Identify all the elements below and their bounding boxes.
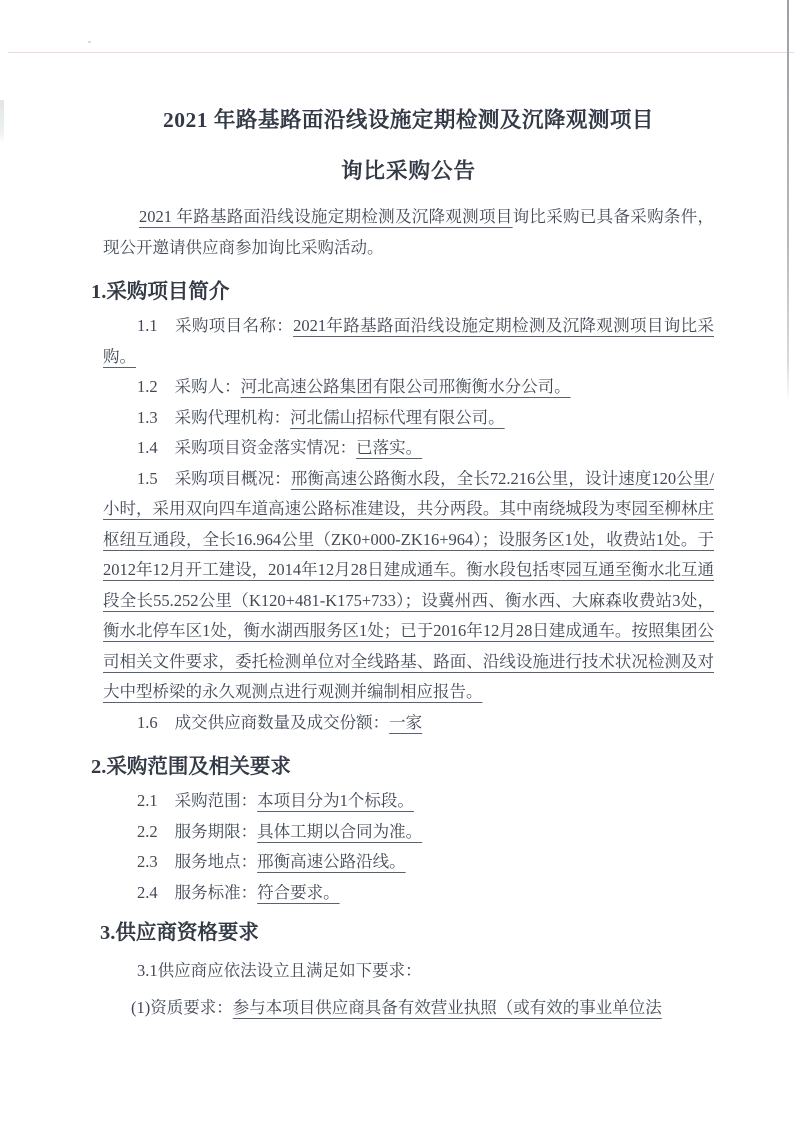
item-label: 采购范围： xyxy=(174,791,258,810)
item-2-1 xyxy=(103,786,714,817)
scan-artifact-pink-line xyxy=(8,52,794,53)
item-value: 河北高速公路集团有限公司邢衡衡水分公司。 xyxy=(240,377,571,396)
item-value: 2021年路基路面沿线设施定期检测及沉降观测项目询比采购。 xyxy=(103,316,715,366)
item-number: 1.6 xyxy=(137,712,158,732)
item-number: 1.2 xyxy=(137,377,158,396)
item-number: 3.1 xyxy=(137,961,158,980)
item-2-3 xyxy=(103,847,714,878)
scan-artifact-left-smudge xyxy=(0,100,4,144)
item-label: 采购项目名称： xyxy=(174,316,294,335)
item-number: 2.2 xyxy=(137,821,158,841)
item-number: 2.1 xyxy=(137,791,158,810)
item-number: 1.1 xyxy=(137,316,158,335)
item-label: 成交供应商数量及成交份额： xyxy=(174,712,390,732)
intro-project-name: 2021 年路基路面沿线设施定期检测及沉降观测项目 xyxy=(139,207,513,226)
item-label: 采购代理机构： xyxy=(174,407,291,427)
item-label: 采购人： xyxy=(174,377,241,396)
item-label: 采购项目资金落实情况： xyxy=(174,438,357,457)
item-label: 资质要求： xyxy=(150,997,233,1017)
scan-artifact-pink-speck xyxy=(88,41,91,43)
item-value: 邢衡高速公路衡水段，全长72.216公里，设计速度120公里/小时，采用双向四车道高速公路标准建设，共分两段。其中南绕城段为枣园至柳林庄枢纽互通段，全长16.964公里（ZK0+000-ZK16+964）；设服务区1处，收费站1处。于2012年12月开工建设，2014年12月28日建成通车。衡水段包括枣园互通至衡水北互通段全长55.252公里（K120+481-K175+733）；设冀州西、衡水西、大麻森收费站3处，衡水北停车区1处，衡水湖西服务区1处；已于2016年12月28日建成通车。按照集团公司相关文件要求，委托检测单位对全线路基、路面、沿线设施进行技术状况检测及对大中型桥梁的永久观测点进行观测并编制相应报告。 xyxy=(103,468,714,701)
item-value: 符合要求。 xyxy=(257,882,340,902)
item-label: 服务地点： xyxy=(174,852,258,871)
item-1-1 xyxy=(103,311,714,372)
section-1-heading: 1.采购项目简介 xyxy=(91,281,230,303)
item-value: 河北儒山招标代理有限公司。 xyxy=(290,407,505,427)
item-label: 供应商应依法设立且满足如下要求： xyxy=(157,961,422,980)
item-value: 一家 xyxy=(389,712,423,732)
item-2-4 xyxy=(103,878,714,909)
item-3-1 xyxy=(103,956,714,987)
item-1-4 xyxy=(103,433,714,464)
item-2-2 xyxy=(103,817,714,848)
item-label: 服务期限： xyxy=(174,821,258,841)
section-3-heading: 3.供应商资格要求 xyxy=(100,922,259,944)
item-value: 参与本项目供应商具备有效营业执照（或有效的事业单位法 xyxy=(232,997,662,1017)
item-label: 服务标准： xyxy=(174,882,258,902)
item-1-2 xyxy=(103,372,714,403)
item-value: 邢衡高速公路沿线。 xyxy=(257,852,406,871)
intro-paragraph xyxy=(103,202,714,263)
item-3-1-1 xyxy=(103,993,714,1024)
item-number: 2.3 xyxy=(137,852,158,871)
intro-rest: 询比采购已具备采购条件，现公开邀请供应商参加询比采购活动。 xyxy=(103,207,715,257)
item-1-5 xyxy=(103,464,714,708)
item-value: 本项目分为1个标段。 xyxy=(257,791,414,810)
item-value: 具体工期以合同为准。 xyxy=(257,821,423,841)
item-number: (1) xyxy=(131,997,151,1017)
item-1-3 xyxy=(103,403,714,434)
item-1-6 xyxy=(103,708,714,739)
item-number: 2.4 xyxy=(137,882,158,902)
doc-title: 2021 年路基路面沿线设施定期检测及沉降观测项目 xyxy=(163,108,654,132)
item-label: 采购项目概况： xyxy=(174,468,291,488)
item-number: 1.5 xyxy=(137,468,158,488)
item-value: 已落实。 xyxy=(356,438,423,457)
item-number: 1.4 xyxy=(137,438,158,457)
item-number: 1.3 xyxy=(137,407,158,427)
section-2-heading: 2.采购范围及相关要求 xyxy=(91,756,291,778)
doc-subtitle: 询比采购公告 xyxy=(340,159,476,183)
scan-artifact-edge-line xyxy=(787,0,789,402)
document-content xyxy=(91,106,715,1023)
